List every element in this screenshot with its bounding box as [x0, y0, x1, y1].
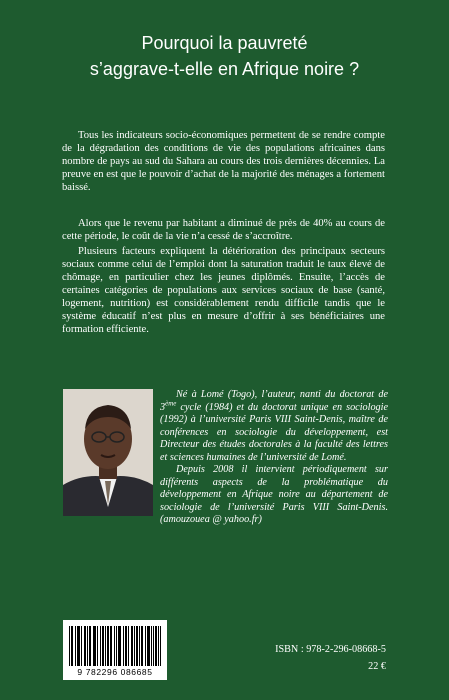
barcode-bar — [77, 626, 78, 666]
barcode-bar — [114, 626, 115, 666]
summary-paragraph-2: Alors que le revenu par habitant a diminué de près de 40% au cours de cette période, le coût de la vie n’a cessé de s’accroître. — [62, 218, 385, 242]
bio-text-start: Né à Lomé (Togo), l’auteur, nanti du doctorat de 3 — [160, 389, 388, 413]
barcode-bar — [137, 626, 138, 666]
barcode-bar — [79, 626, 80, 666]
summary-paragraph-1: Tous les indicateurs socio-économiques permettent de se rendre compte de la dégradation des conditions de vie des populations africaines dans nombre de pays au sud du Sahara au cours des trois dernières décennies. La preuve en est que le pouvoir d’achat de la majorité des ménages a fortement baissé. — [62, 130, 385, 193]
price: 22 € — [368, 661, 386, 672]
barcode-bar — [156, 626, 157, 666]
summary-paragraph-3: Plusieurs facteurs expliquent la détérioration des principaux secteurs sociaux comme celui de l’emploi dont la saturation traduit le taux élevé de chômage, en particulier chez les jeunes diplômés. Ensuite, l’accès de certaines catégories de populations aux services sociaux de base (santé, logement, nutrition) est considérablement rendu difficile tandis que le système éducatif n’est plus en mesure d’offrir à ses bénéficiaires une formation efficiente. — [62, 246, 385, 335]
barcode-bar — [110, 626, 111, 666]
barcode-bar — [71, 626, 72, 666]
barcode-bar — [119, 626, 120, 666]
barcode-bar — [141, 626, 142, 666]
barcode-bar — [128, 626, 129, 666]
barcode-bar — [125, 626, 126, 666]
barcode-bar — [139, 626, 140, 666]
barcode-bar — [72, 626, 73, 666]
bio-superscript: ème — [165, 399, 177, 408]
barcode-bar — [136, 626, 137, 666]
barcode-bar — [103, 626, 104, 666]
barcode-bar — [155, 626, 156, 666]
barcode-bar — [111, 626, 112, 666]
barcode-bar — [97, 626, 98, 666]
barcode-bar — [118, 626, 119, 666]
barcode-bar — [134, 626, 135, 666]
barcode-bar — [126, 626, 127, 666]
barcode-bar — [116, 626, 117, 666]
barcode-bar — [120, 626, 121, 666]
isbn: ISBN : 978-2-296-08668-5 — [275, 644, 386, 655]
barcode — [63, 620, 167, 680]
barcode-bar — [90, 626, 91, 666]
barcode-bar — [151, 626, 152, 666]
barcode-bar — [95, 626, 96, 666]
barcode-bar — [149, 626, 150, 666]
barcode-digits: 9 782296 086685 — [77, 667, 153, 677]
book-title — [20, 30, 429, 82]
barcode-bar — [123, 626, 124, 666]
barcode-bar — [81, 626, 82, 666]
barcode-bar — [148, 626, 149, 666]
author-bio-paragraph-1 — [160, 389, 388, 465]
barcode-bar — [108, 626, 109, 666]
barcode-bar — [153, 626, 154, 666]
barcode-bar — [142, 626, 143, 666]
barcode-bar — [85, 626, 86, 666]
barcode-bar — [87, 626, 88, 666]
barcode-bar — [158, 626, 159, 666]
barcode-bar — [84, 626, 85, 666]
barcode-bar — [100, 626, 101, 666]
barcode-bar — [131, 626, 132, 666]
title-line-2: s’aggrave-t-elle en Afrique noire ? — [89, 59, 360, 79]
barcode-bar — [94, 626, 95, 666]
title-line-1: Pourquoi la pauvreté — [141, 33, 308, 53]
barcode-bar — [69, 626, 70, 666]
author-bio-paragraph-2: Depuis 2008 il intervient périodiquement sur différents aspects de la problématique du développement en Afrique noire au département de sociologie de l’université Paris VIII Saint-Denis.(amouzouea @ yahoo.fr) — [160, 464, 388, 526]
barcode-bar — [75, 626, 76, 666]
author-photo — [63, 389, 153, 516]
barcode-bar — [145, 626, 146, 666]
barcode-bar — [93, 626, 94, 666]
barcode-bars — [69, 626, 161, 666]
barcode-bar — [102, 626, 103, 666]
barcode-bar — [132, 626, 133, 666]
barcode-bar — [78, 626, 79, 666]
barcode-bar — [105, 626, 106, 666]
barcode-bar — [89, 626, 90, 666]
bio-text-end: cycle (1984) et du doctorat unique en sociologie (1992) à l’université Paris VIII Saint-Denis, maître de conférences en sociologie du développement, est Directeur des études doctorales à la faculté des lettres et sciences humaines de l’université de Lomé. — [160, 401, 388, 463]
barcode-bar — [147, 626, 148, 666]
barcode-bar — [107, 626, 108, 666]
barcode-bar — [160, 626, 161, 666]
